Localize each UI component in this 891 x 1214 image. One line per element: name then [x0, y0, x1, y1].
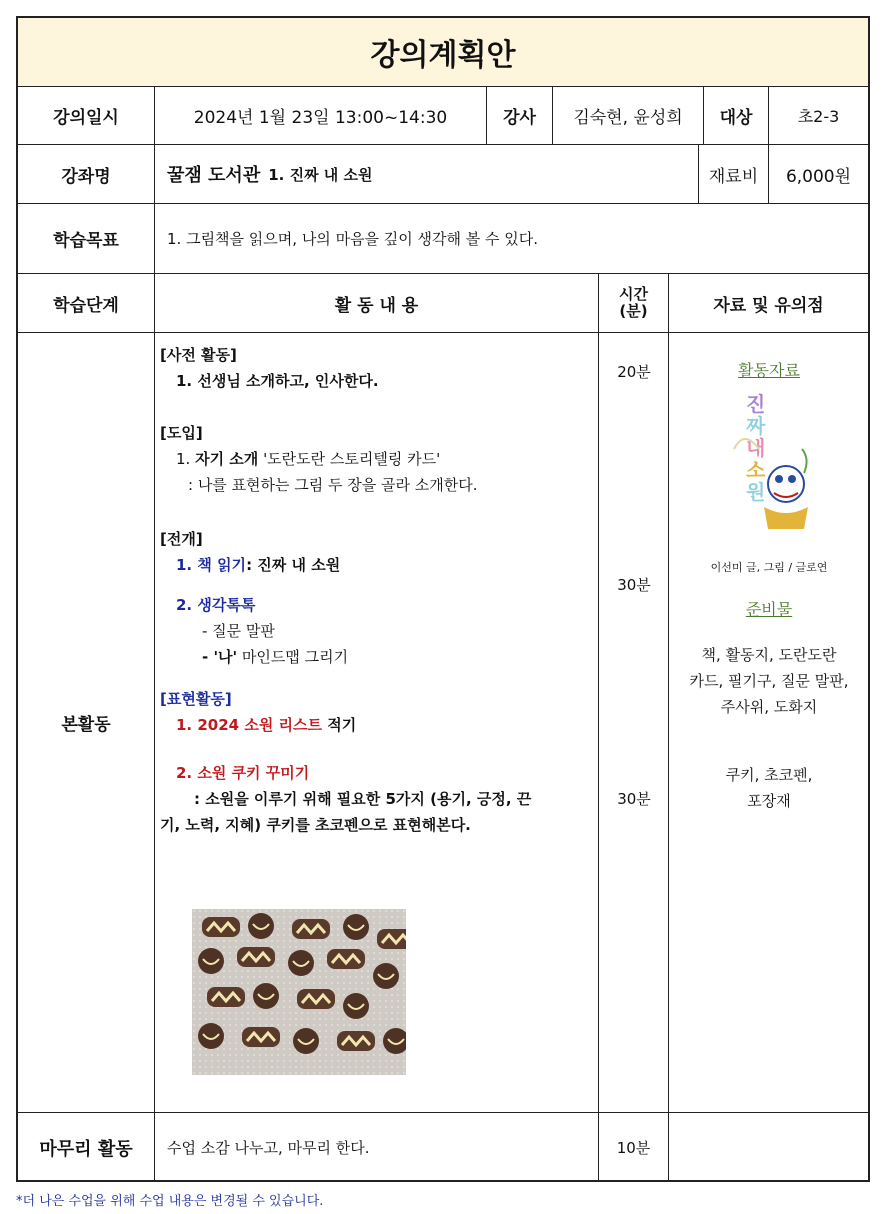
exp-item-2: 2. 소원 쿠키 꾸미기: [176, 764, 310, 782]
intro-heading: [도입]: [160, 424, 203, 442]
col-stage-header: 학습단계: [53, 295, 119, 316]
fee-label: 재료비: [708, 166, 759, 187]
supplies-line-5: 포장재: [747, 792, 791, 810]
closing-content: 수업 소감 나누고, 마무리 한다.: [167, 1139, 370, 1157]
instructor-value: 김숙현, 윤성희: [573, 108, 683, 128]
cookie-bar: [202, 917, 240, 937]
cookie-heart: [253, 983, 279, 1009]
cookie-heart: [288, 950, 314, 976]
instructor-label: 강사: [503, 108, 536, 128]
date-label: 강의일시: [53, 108, 119, 128]
cookie-heart: [198, 1023, 224, 1049]
page-title: 강의계획안: [18, 18, 868, 86]
time-exp: 30분: [617, 790, 651, 808]
col-time-line2: (분): [619, 302, 648, 320]
time-dev: 30분: [617, 576, 651, 594]
goal-value: 1. 그림책을 읽으며, 나의 마음을 깊이 생각해 볼 수 있다.: [167, 230, 539, 248]
lesson-plan-table: [16, 16, 870, 1182]
dev-item-2b-bold: - '나': [202, 648, 238, 666]
intro-item-desc: : 나를 표현하는 그림 두 장을 골라 소개한다.: [188, 476, 478, 494]
intro-item-rest: '도란도란 스토리텔링 카드': [263, 450, 441, 468]
resources-heading-materials: 활동자료: [738, 361, 800, 380]
book-title-char: 진 짜 내 소 원: [746, 392, 766, 504]
supplies-list: [670, 642, 868, 814]
col-time-header: [599, 274, 668, 332]
cookie-heart: [198, 948, 224, 974]
resources-content: [670, 334, 868, 1114]
col-time-line1: 시간: [619, 285, 648, 303]
col-content-header: 활 동 내 용: [334, 295, 419, 316]
exp-item-1-rest: 적기: [327, 716, 357, 734]
activity-content: [156, 334, 598, 1114]
cookie-bar: [297, 989, 335, 1009]
resources-heading-supplies: 준비물: [745, 600, 793, 619]
supplies-line-4: 쿠키, 초코펜,: [725, 766, 813, 784]
cookie-bar: [242, 1027, 280, 1047]
cookie-bar: [237, 947, 275, 967]
pre-item-1: 1. 선생님 소개하고, 인사한다.: [176, 372, 379, 390]
target-label: 대상: [719, 108, 753, 128]
dev-item-1: [160, 552, 598, 578]
pre-heading: [사전 활동]: [160, 346, 237, 364]
dev-item-1-rest: : 진짜 내 소원: [246, 556, 341, 574]
exp-item-1-label: 1. 2024 소원 리스트: [176, 716, 323, 734]
course-name-label: 강좌명: [61, 166, 111, 187]
target-value: 초2-3: [797, 107, 840, 126]
time-pre: 20분: [617, 363, 651, 381]
dev-item-2: 2. 생각톡톡: [176, 596, 256, 614]
cookie-bar: [327, 949, 365, 969]
dev-item-1-label: 1. 책 읽기: [176, 556, 247, 574]
footnote: *더 나은 수업을 위해 수업 내용은 변경될 수 있습니다.: [16, 1194, 324, 1209]
cookie-heart: [343, 914, 369, 940]
exp-item-2-desc2: 기, 노력, 지혜) 쿠키를 초코펜으로 표현해본다.: [160, 816, 471, 834]
course-name-sub: 1. 진짜 내 소원: [268, 165, 373, 184]
intro-item-bold: 자기 소개: [195, 450, 259, 468]
supplies-line-2: 카드, 필기구, 질문 말판,: [689, 672, 849, 690]
cookie-heart: [373, 963, 399, 989]
course-name-main: 꿀잼 도서관: [167, 165, 261, 186]
divider: [598, 273, 599, 1182]
date-value: 2024년 1월 23일 13:00~14:30: [193, 108, 448, 128]
dev-item-2a: - 질문 말판: [202, 622, 275, 640]
dev-item-2b-rest: 마인드맵 그리기: [241, 648, 349, 666]
cookie-bar: [207, 987, 245, 1007]
book-cover-illustration: [724, 389, 814, 539]
intro-item-1: [160, 446, 598, 472]
dev-item-2b: [160, 644, 598, 670]
goal-label: 학습목표: [53, 231, 119, 251]
divider: [668, 273, 669, 1182]
closing-stage-label: 마무리 활동: [39, 1138, 133, 1160]
col-resources-header: 자료 및 유의점: [713, 295, 824, 316]
cookie-heart: [248, 913, 274, 939]
fee-value: 6,000원: [785, 166, 852, 187]
closing-resources: [669, 1113, 868, 1182]
main-stage-label: 본활동: [61, 715, 111, 735]
course-name-value: [155, 145, 698, 203]
supplies-line-1: 책, 활동지, 도란도란: [701, 646, 837, 664]
intro-item-num: 1.: [176, 450, 191, 468]
supplies-line-3: 주사위, 도화지: [720, 698, 818, 716]
closing-time: 10분: [616, 1139, 651, 1157]
exp-item-1: [160, 712, 598, 738]
dev-heading: [전개]: [160, 530, 203, 548]
cookie-bar: [292, 919, 330, 939]
exp-item-2-desc1: : 소원을 이루기 위해 필요한 5가지 (용기, 긍정, 끈: [194, 790, 532, 808]
cookie-photo: [192, 909, 406, 1075]
exp-heading: [표현활동]: [160, 690, 232, 708]
cookie-heart: [293, 1028, 319, 1054]
cookie-heart: [343, 993, 369, 1019]
book-credit: 이선미 글, 그림 / 글로연: [710, 561, 828, 574]
cookie-bar: [337, 1031, 375, 1051]
